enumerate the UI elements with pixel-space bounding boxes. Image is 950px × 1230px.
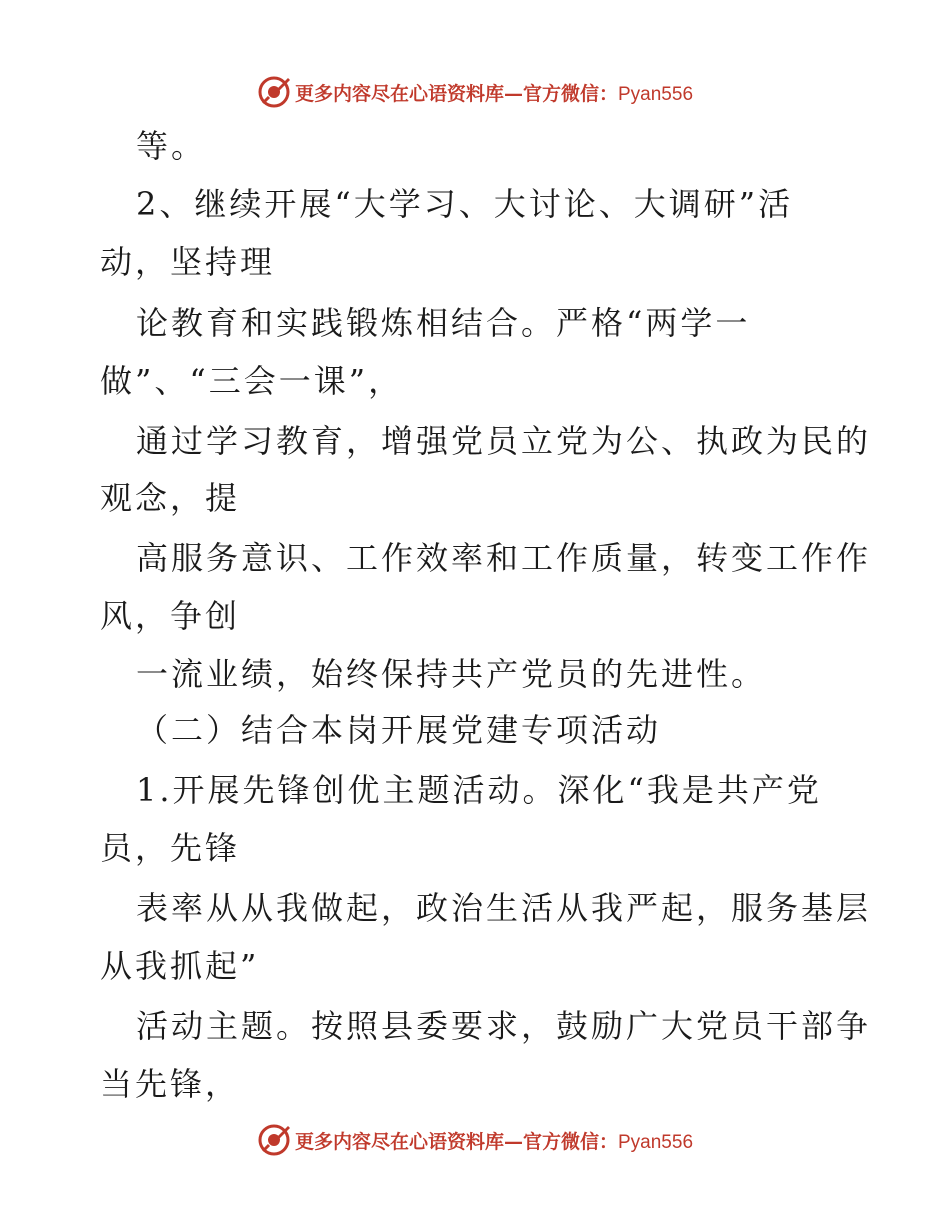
text-line: 从我抓起” — [100, 947, 260, 985]
text-line: 2、继续开展“大学习、大讨论、大调研”活 — [136, 185, 794, 223]
text-line: 活动主题。按照县委要求，鼓励广大党员干部争 — [136, 1007, 872, 1045]
watermark-banner-bottom — [0, 1118, 950, 1162]
text-line: 员，先锋 — [100, 829, 241, 867]
section-heading: （二）结合本岗开展党建专项活动 — [136, 711, 662, 749]
watermark-account: Pyan556 — [618, 1131, 694, 1153]
watermark-prefix: 更多内容尽在心语资料库—官方微信： — [294, 1130, 618, 1153]
text-line: 动，坚持理 — [100, 243, 276, 281]
text-line: 1.开展先锋创优主题活动。深化“我是共产党 — [136, 771, 822, 809]
pen-logo-icon — [257, 1123, 291, 1157]
text-line: 当先锋， — [100, 1065, 241, 1103]
watermark-prefix: 更多内容尽在心语资料库—官方微信： — [294, 82, 618, 105]
text-line: 风，争创 — [100, 597, 241, 635]
pen-logo-icon — [257, 75, 291, 109]
watermark-banner-top — [0, 70, 950, 114]
text-line: 论教育和实践锻炼相结合。严格“两学一 — [136, 304, 751, 342]
text-line: 高服务意识、工作效率和工作质量，转变工作作 — [136, 539, 872, 577]
text-line: 通过学习教育，增强党员立党为公、执政为民的 — [136, 422, 872, 460]
text-line: 观念，提 — [100, 479, 241, 517]
text-line: 一流业绩，始终保持共产党员的先进性。 — [136, 655, 767, 693]
text-line: 等。 — [136, 127, 207, 165]
watermark-account: Pyan556 — [618, 83, 694, 105]
text-line: 表率从从我做起，政治生活从我严起，服务基层 — [136, 889, 872, 927]
text-line: 做”、“三会一课”， — [100, 362, 404, 400]
